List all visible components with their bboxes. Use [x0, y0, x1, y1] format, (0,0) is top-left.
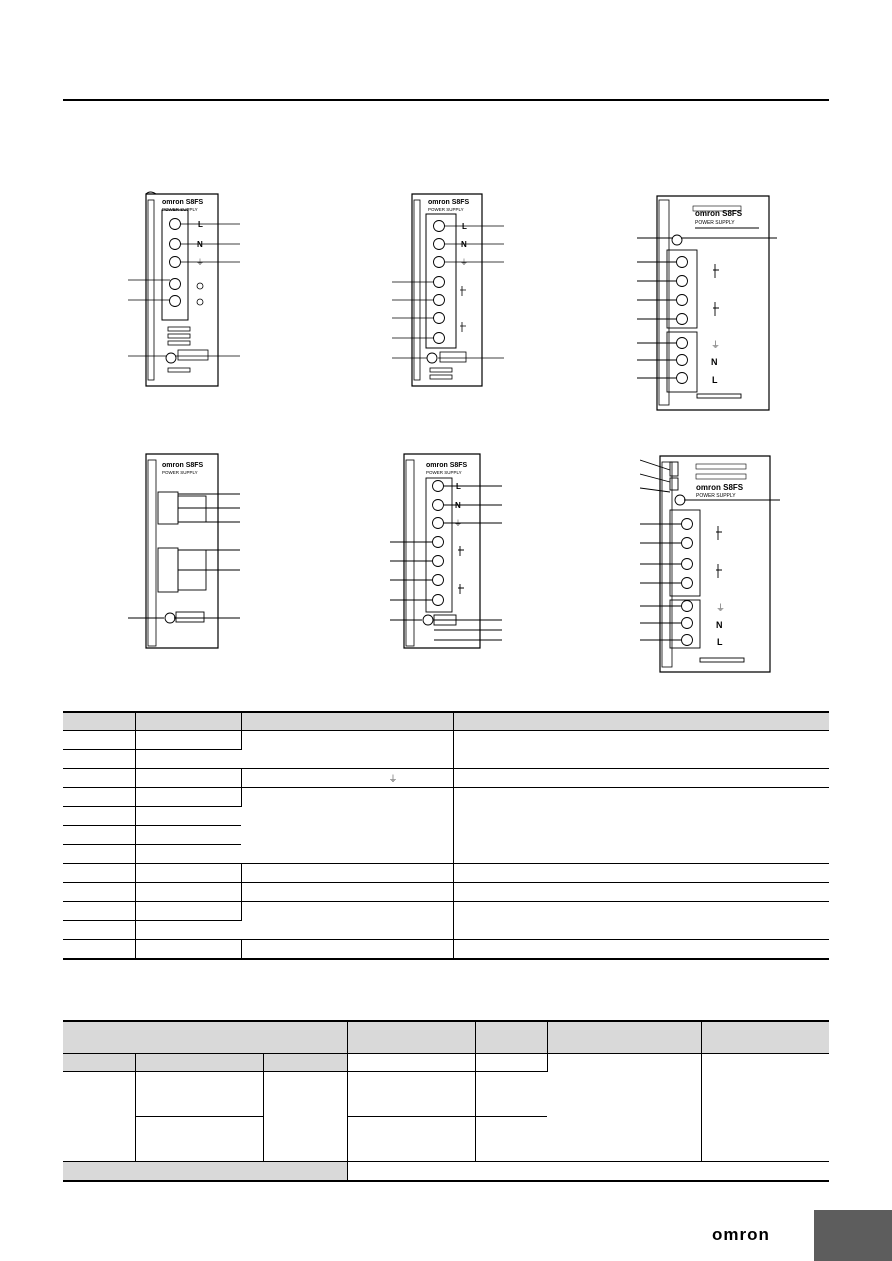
unit-4-brand: omron S8FS [162, 462, 204, 469]
table-row [63, 883, 829, 902]
top-rule [63, 99, 829, 101]
table-row [63, 731, 829, 750]
unit-1-brand: omron S8FS [162, 199, 204, 206]
table-row [63, 769, 829, 788]
section-tab [814, 1210, 892, 1261]
unit-3-term-g: ⏚ [711, 340, 721, 350]
unit-front-view-3 [637, 190, 777, 412]
unit-2-term-g: ⏚ [460, 258, 468, 267]
omron-logo: omron [712, 1225, 770, 1244]
unit-1-term-g: ⏚ [196, 258, 204, 267]
unit-6-sub: POWER SUPPLY [696, 493, 736, 499]
unit-1-term-n: N [197, 240, 203, 249]
unit-1-sub: POWER SUPPLY [162, 207, 198, 212]
unit-6-term-l: L [717, 637, 723, 647]
spec-table [63, 1020, 829, 1182]
unit-4-sub: POWER SUPPLY [162, 470, 198, 475]
table-row [63, 864, 829, 883]
unit-front-view-5 [390, 450, 502, 652]
unit-1-term-l: L [198, 220, 203, 229]
unit-2-sub: POWER SUPPLY [428, 207, 464, 212]
table-row [63, 788, 829, 807]
unit-5-sub: POWER SUPPLY [426, 470, 462, 475]
unit-3-term-n: N [711, 357, 718, 367]
unit-6-brand: omron S8FS [696, 483, 744, 492]
table-row [63, 902, 829, 921]
terminal-table [63, 711, 829, 960]
unit-3-brand: omron S8FS [695, 209, 743, 218]
ground-icon: ⏚ [388, 773, 398, 784]
unit-2-term-n: N [461, 240, 467, 249]
unit-6-term-n: N [716, 620, 723, 630]
unit-6-term-g: ⏚ [716, 603, 726, 613]
unit-5-term-g: ⏚ [454, 519, 462, 528]
unit-front-view-1 [128, 190, 240, 390]
terminal-table-header [63, 712, 829, 731]
unit-front-view-4 [128, 450, 240, 652]
unit-2-term-l: L [462, 222, 467, 231]
table-row [63, 1054, 829, 1072]
unit-3-sub: POWER SUPPLY [695, 220, 735, 226]
unit-3-term-l: L [712, 375, 718, 385]
unit-2-brand: omron S8FS [428, 199, 470, 206]
unit-5-term-n: N [455, 501, 461, 510]
spec-table-header [63, 1021, 829, 1054]
unit-front-view-2 [392, 190, 504, 390]
table-row [63, 940, 829, 960]
table-row [63, 1162, 829, 1182]
unit-5-term-l: L [456, 482, 461, 491]
unit-5-brand: omron S8FS [426, 462, 468, 469]
unit-front-view-6 [640, 452, 780, 677]
